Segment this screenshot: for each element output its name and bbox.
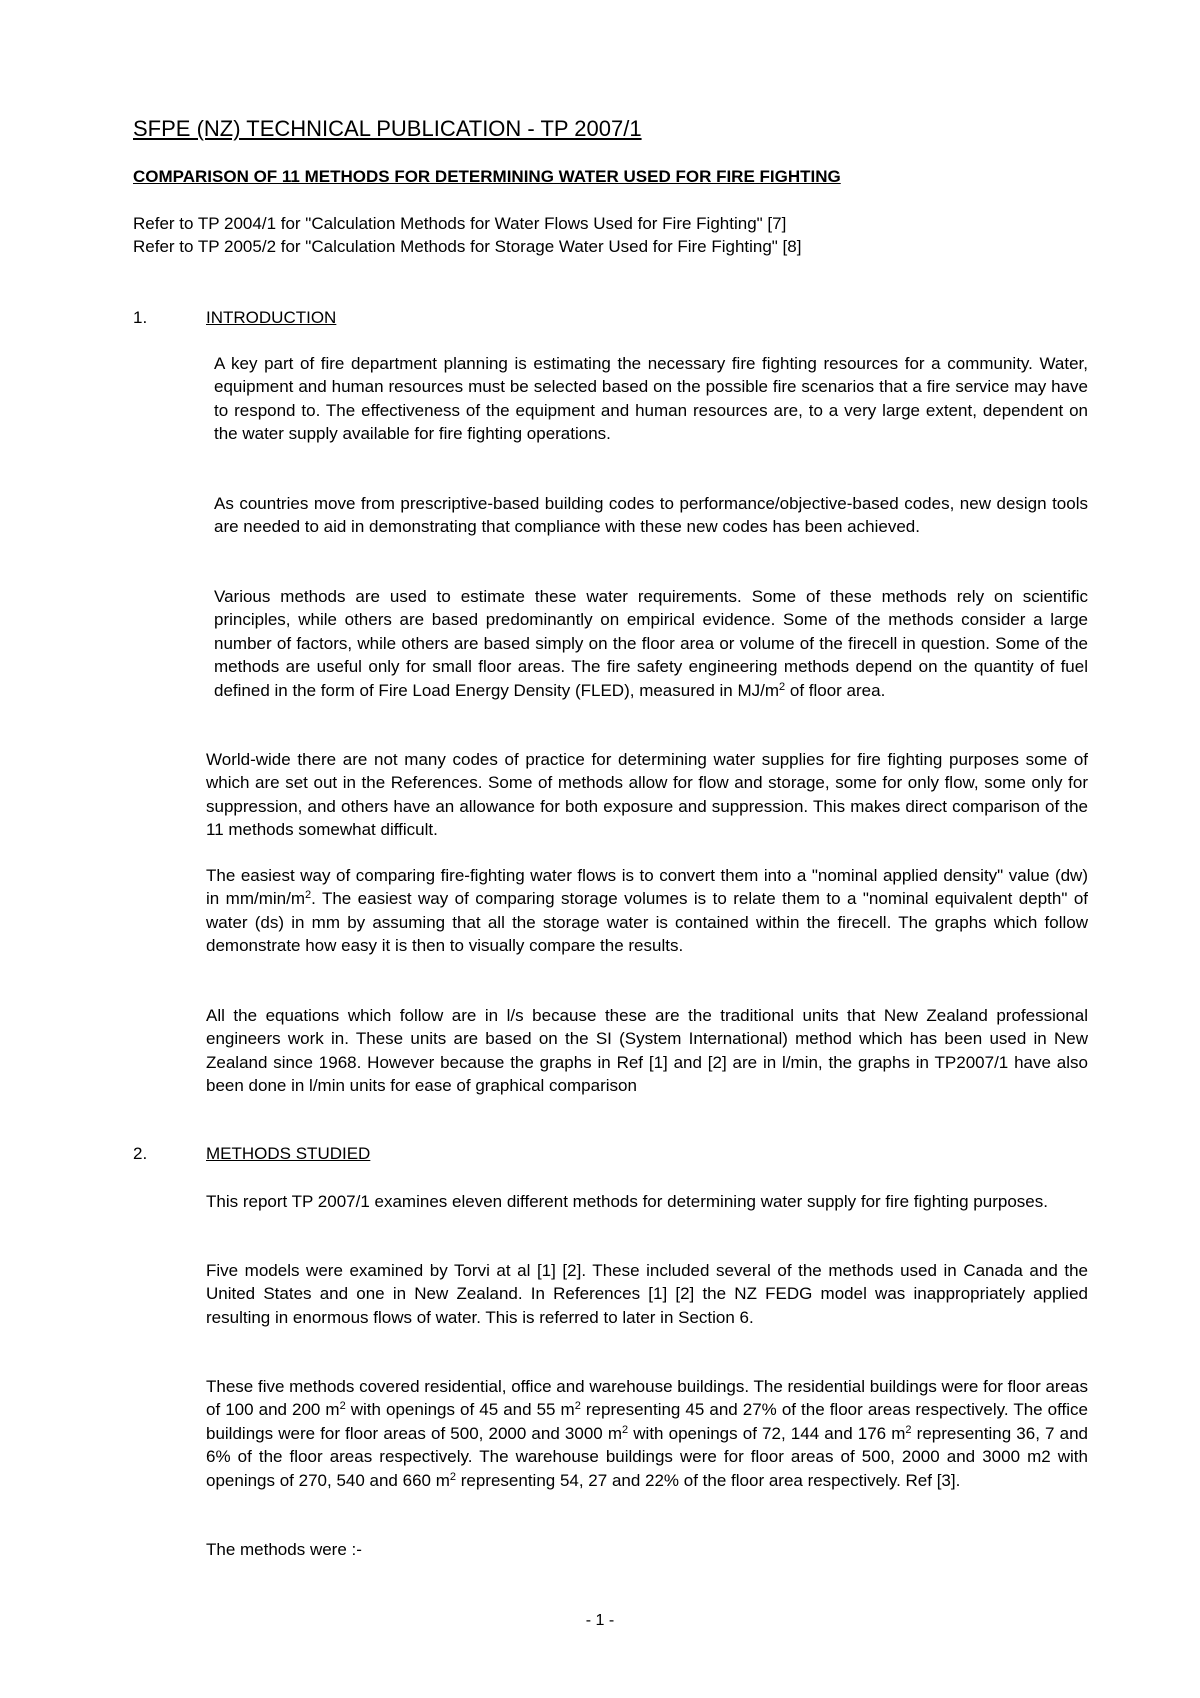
reference-line-2: Refer to TP 2005/2 for "Calculation Methods for Storage Water Used for Fire Fighting" [8] — [133, 237, 802, 256]
document-title: SFPE (NZ) TECHNICAL PUBLICATION - TP 2007/1 — [133, 116, 642, 141]
paragraph-text: with openings of 45 and 55 m — [345, 1400, 575, 1420]
section-1-paragraph-2: As countries move from prescriptive-based building codes to performance/objective-based codes, new design tools are needed to aid in demonstrating that compliance with these new codes has been achieved. — [214, 494, 1088, 537]
paragraph-text: . The easiest way of comparing storage volumes is to relate them to a "nominal equivalent depth" of water (ds) in mm by assuming that all the storage water is contained within the firecell. The graphs which follow demonstrate how easy it is then to visually compare the results. — [206, 889, 1088, 956]
section-2-paragraph-2: Five models were examined by Torvi at al [1] [2]. These included several of the methods used in Canada and the United States and one in New Zealand. In References [1] [2] the NZ FEDG model was inappropriately applied resulting in enormous flows of water. This is referred to later in Section 6. — [206, 1261, 1088, 1327]
superscript: 2 — [574, 1400, 581, 1413]
paragraph-text: representing 45 and 27% of the floor areas respectively. The office buildings were for floor areas of 500, 2000 and 3000 m — [206, 1400, 1088, 1443]
section-1-heading: INTRODUCTION — [206, 308, 337, 327]
paragraph-text: with openings of 72, 144 and 176 m — [628, 1423, 906, 1443]
superscript: 2 — [449, 1470, 456, 1483]
document-subtitle: COMPARISON OF 11 METHODS FOR DETERMINING WATER USED FOR FIRE FIGHTING — [133, 167, 841, 186]
section-2-paragraph-4: The methods were :- — [206, 1540, 362, 1559]
paragraph-text: representing 36, 7 and 6% of the floor areas respectively. The warehouse buildings were for floor areas of 500, 2000 and 3000 m2 with openings of 270, 540 and 660 m — [206, 1423, 1088, 1490]
section-2-paragraph-1: This report TP 2007/1 examines eleven different methods for determining water supply for fire fighting purposes. — [206, 1192, 1048, 1211]
paragraph-text: These five methods covered residential, office and warehouse buildings. The residential buildings were for floor areas of 100 and 200 m — [206, 1377, 1088, 1420]
paragraph-text: representing 54, 27 and 22% of the floor area respectively. Ref [3]. — [456, 1470, 961, 1490]
section-1-paragraph-6: All the equations which follow are in l/s because these are the traditional units that New Zealand professional engineers work in. These units are based on the SI (System International) method which has been used in New Zealand since 1968. However because the graphs in Ref [1] and [2] are in l/min, the graphs in TP2007/1 have also been done in l/min units for ease of graphical comparison — [206, 1006, 1088, 1096]
section-2-paragraph-3 — [206, 1375, 1088, 1492]
superscript: 2 — [779, 680, 786, 693]
superscript: 2 — [304, 889, 312, 902]
section-1-paragraph-3 — [214, 585, 1088, 702]
section-2-number: 2. — [133, 1144, 148, 1163]
paragraph-text: of floor area. — [785, 680, 886, 700]
paragraph-text: The easiest way of comparing fire-fighting water flows is to convert them into a "nominal applied density" value (dw) in mm/min/m — [206, 866, 1088, 909]
section-1-paragraph-1: A key part of fire department planning is estimating the necessary fire fighting resources for a community. Water, equipment and human resources must be selected based on the possible fire scenarios that a fire service may have to respond to. The effectiveness of the equipment and human resources are, to a very large extent, dependent on the water supply available for fire fighting operations. — [214, 354, 1088, 444]
section-1-number: 1. — [133, 308, 148, 327]
section-2-heading: METHODS STUDIED — [206, 1144, 371, 1163]
superscript: 2 — [339, 1400, 346, 1413]
superscript: 2 — [905, 1423, 912, 1436]
section-1-paragraph-4: World-wide there are not many codes of practice for determining water supplies for fire fighting purposes some of which are set out in the References. Some of methods allow for flow and storage, some for only flow, some only for suppression, and others have an allowance for both exposure and suppression. This makes direct comparison of the 11 methods somewhat difficult. — [206, 750, 1088, 840]
section-1-paragraph-5 — [206, 864, 1088, 958]
reference-line-1: Refer to TP 2004/1 for "Calculation Methods for Water Flows Used for Fire Fighting" [7] — [133, 214, 787, 233]
paragraph-text: Various methods are used to estimate these water requirements. Some of these methods rely on scientific principles, while others are based predominantly on empirical evidence. Some of the methods consider a large number of factors, while others are based simply on the floor area or volume of the firecell in question. Some of the methods are useful only for small floor areas. The fire safety engineering methods depend on the quantity of fuel defined in the form of Fire Load Energy Density (FLED), measured in MJ/m — [214, 587, 1088, 700]
page-number: - 1 - — [585, 1612, 615, 1629]
superscript: 2 — [622, 1423, 629, 1436]
